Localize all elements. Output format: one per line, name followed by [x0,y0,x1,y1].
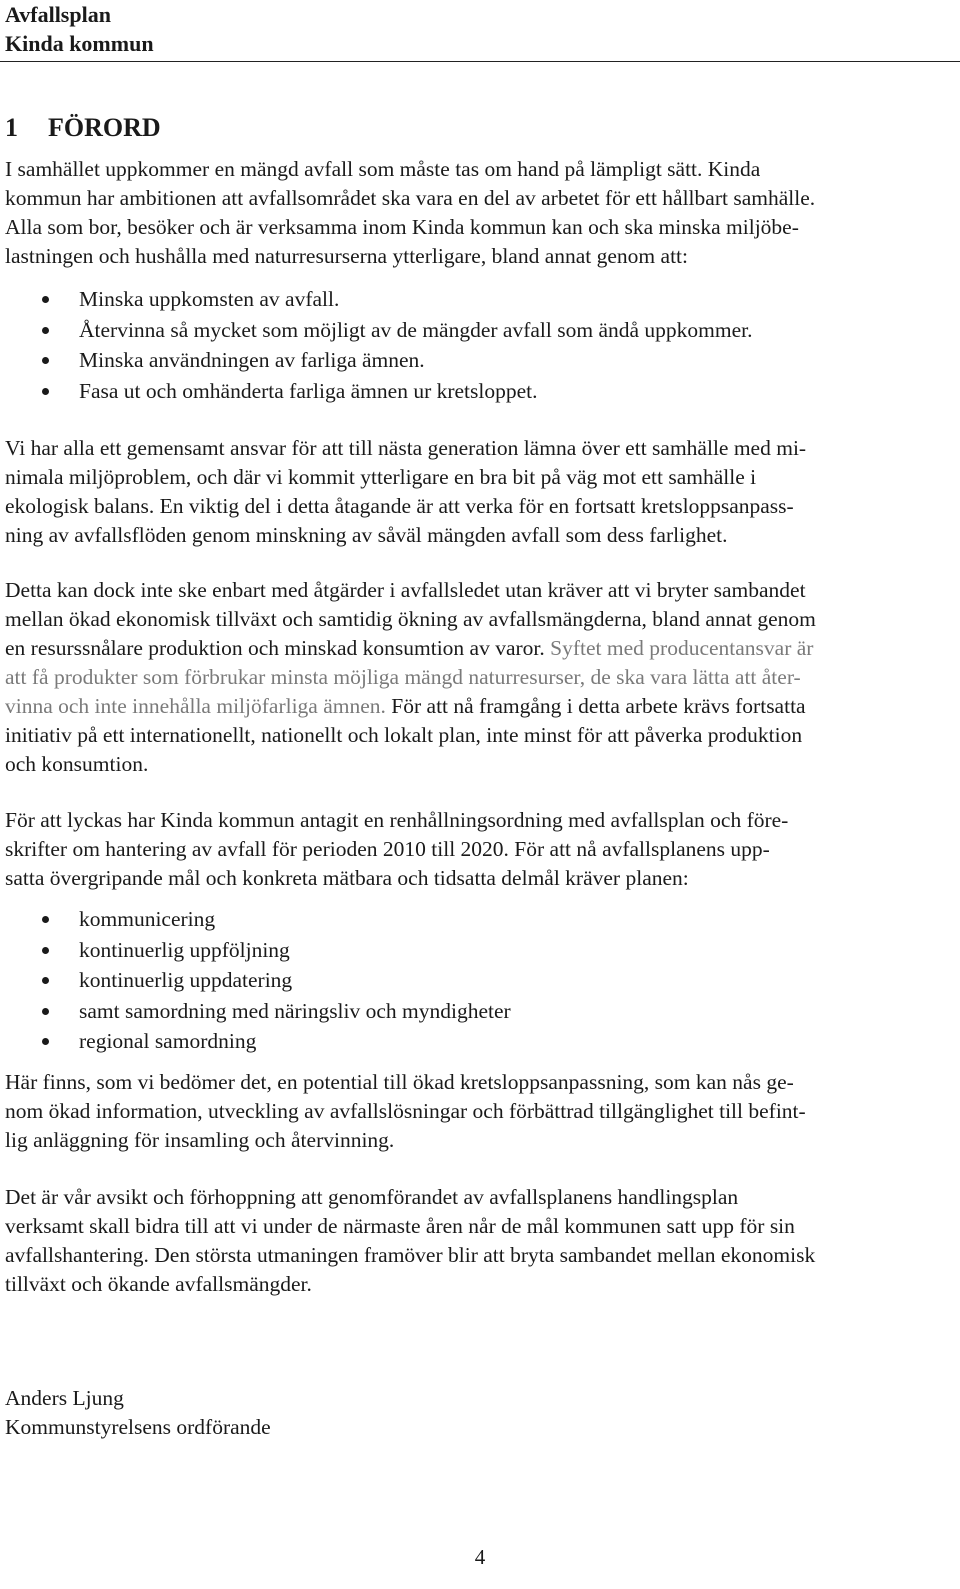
page-number: 4 [474,1545,486,1569]
intro-paragraph [5,155,955,271]
paragraph-line: För att lyckas har Kinda kommun antagit en renhållningsordning med avfallsplan och före- [5,808,789,832]
list-item: samt samordning med näringsliv och myndigheter [0,997,955,1028]
list-item: kontinuerlig uppföljning [0,936,955,967]
header-title: Avfallsplan [5,2,111,27]
paragraph-line: ekologisk balans. En viktig del i detta åtagande är att verka för en fortsatt kretsloppsanpass- [5,494,794,518]
list-item: Fasa ut och omhänderta farliga ämnen ur kretsloppet. [0,377,955,408]
list-item: kommunicering [0,905,955,936]
section-heading [5,113,161,143]
header-divider [0,61,960,62]
paragraph-line: satta övergripande mål och konkreta mätbara och tidsatta delmål kräver planen: [5,866,689,890]
potential-paragraph [5,1068,955,1155]
requirements-list [0,905,955,1058]
responsibility-paragraph [5,434,955,550]
list-item: regional samordning [0,1027,955,1058]
paragraph-line: mellan ökad ekonomisk tillväxt och samtidig ökning av avfallsmängderna, bland annat genom [5,607,816,631]
highlighted-text: vinna och inte innehålla miljöfarliga ämnen. [5,694,386,718]
section-title: FÖRORD [48,113,161,142]
signatory-role: Kommunstyrelsens ordförande [5,1415,271,1439]
goals-list [0,285,955,407]
paragraph-line: en resurssnålare produktion och minskad konsumtion av varor. Syftet med producentansvar är [5,636,814,660]
bullet-icon [42,357,49,364]
list-item: kontinuerlig uppdatering [0,966,955,997]
paragraph-line: verksamt skall bidra till att vi under de närmaste åren når de mål kommunen satt upp för sin [5,1214,795,1238]
bullet-icon [42,977,49,984]
paragraph-line: vinna och inte innehålla miljöfarliga ämnen. För att nå framgång i detta arbete krävs fortsatta [5,694,806,718]
paragraph-line: nom ökad information, utveckling av avfallslösningar och förbättrad tillgänglighet till befint- [5,1099,806,1123]
paragraph-line: att få produkter som förbrukar minsta möjliga mängd naturresurser, de ska vara lätta att åter- [5,665,801,689]
paragraph-line: Detta kan dock inte ske enbart med åtgärder i avfallsledet utan kräver att vi bryter sambandet [5,578,806,602]
list-item: Minska användningen av farliga ämnen. [0,346,955,377]
bullet-icon [42,388,49,395]
section-number: 1 [5,113,18,142]
bullet-icon [42,327,49,334]
paragraph-line: skrifter om hantering av avfall för perioden 2010 till 2020. För att nå avfallsplanens upp- [5,837,770,861]
bullet-icon [42,947,49,954]
paragraph-line: avfallshantering. Den största utmaningen framöver blir att bryta sambandet mellan ekonomisk [5,1243,816,1267]
signatory-name: Anders Ljung [5,1386,124,1410]
paragraph-line: lastningen och hushålla med naturresurserna ytterligare, bland annat genom att: [5,244,688,268]
paragraph-line: Vi har alla ett gemensamt ansvar för att till nästa generation lämna över ett samhälle med mi- [5,436,807,460]
paragraph-line: Här finns, som vi bedömer det, en potential till ökad kretsloppsanpassning, som kan nås ge- [5,1070,794,1094]
list-item: Minska uppkomsten av avfall. [0,285,955,316]
paragraph-line: tillväxt och ökande avfallsmängder. [5,1272,312,1296]
list-item: Återvinna så mycket som möjligt av de mängder avfall som ändå uppkommer. [0,316,955,347]
measures-paragraph [5,576,955,779]
plan-paragraph [5,806,955,893]
header-municipality: Kinda kommun [5,31,154,56]
paragraph-line: nimala miljöproblem, och där vi kommit ytterligare en bra bit på väg mot ett samhälle i [5,465,757,489]
paragraph-line: initiativ på ett internationellt, nationellt och lokalt plan, inte minst för att påverka produktion [5,723,803,747]
bullet-icon [42,1038,49,1045]
document-header [5,0,957,58]
paragraph-line: Det är vår avsikt och förhoppning att genomförandet av avfallsplanens handlingsplan [5,1185,739,1209]
bullet-icon [42,916,49,923]
signature-block [5,1384,271,1442]
paragraph-line: och konsumtion. [5,752,149,776]
paragraph-line: Alla som bor, besöker och är verksamma inom Kinda kommun kan och ska minska miljöbe- [5,215,799,239]
intent-paragraph [5,1183,955,1299]
paragraph-line: I samhället uppkommer en mängd avfall som måste tas om hand på lämpligt sätt. Kinda [5,157,761,181]
bullet-icon [42,296,49,303]
paragraph-line: kommun har ambitionen att avfallsområdet ska vara en del av arbetet för ett hållbart samhälle. [5,186,816,210]
bullet-icon [42,1008,49,1015]
highlighted-text: Syftet med producentansvar är [550,636,814,660]
paragraph-line: lig anläggning för insamling och återvinning. [5,1128,395,1152]
paragraph-line: ning av avfallsflöden genom minskning av såväl mängden avfall som dess farlighet. [5,523,728,547]
